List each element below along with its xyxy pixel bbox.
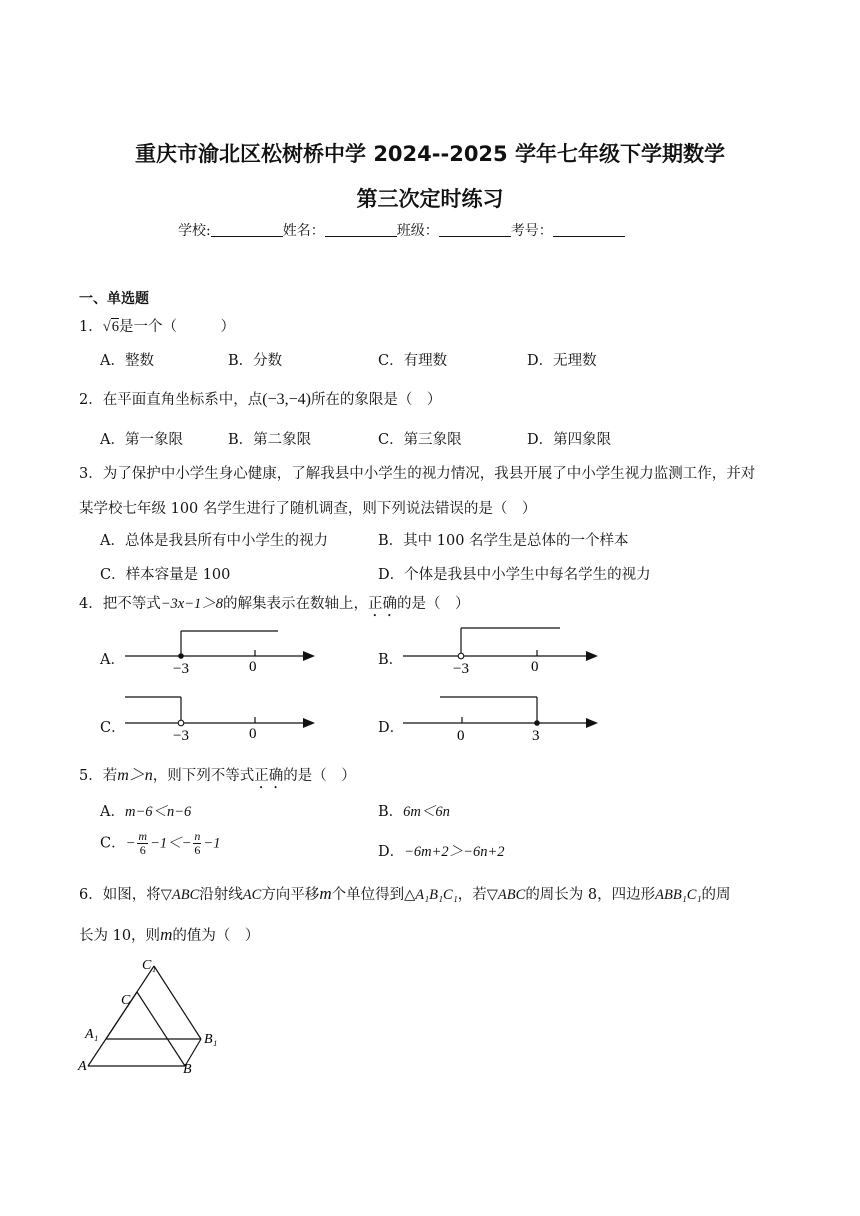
label-c: C xyxy=(121,993,131,1008)
q3-option-d[interactable]: D．个体是我县中小学生中每名学生的视力 xyxy=(378,567,651,583)
q1-option-c[interactable]: C．有理数 xyxy=(378,353,448,369)
q2-text-a: 2．在平面直角坐标系中，点 xyxy=(79,392,263,408)
q2-option-a[interactable]: A．第一象限 xyxy=(100,432,183,448)
q6-m: m xyxy=(160,925,173,944)
tick-label: 0 xyxy=(249,726,257,742)
q6-text: 沿射线 xyxy=(199,887,243,903)
q4-option-b-label[interactable]: B． xyxy=(378,652,404,668)
q5-option-c[interactable]: C．− $\frac{m}{6}$ −1＜− $\frac{n}{6}$ −1 xyxy=(100,829,221,857)
q6-line-1 xyxy=(79,883,730,904)
q2-option-c[interactable]: C．第三象限 xyxy=(378,432,462,448)
tick-label: 0 xyxy=(457,728,465,744)
q4-option-a-label[interactable]: A． xyxy=(100,652,125,668)
q5-condition: m＞n xyxy=(117,767,153,784)
q3-option-c[interactable]: C．样本容量是 100 xyxy=(100,567,231,583)
open-point-icon xyxy=(178,720,184,726)
q2-text-b: 所在的象限是（ ） xyxy=(310,392,442,408)
class-blank[interactable] xyxy=(439,222,511,237)
numerator: m xyxy=(138,829,148,843)
denominator: 6 xyxy=(139,843,146,857)
q4-number-line-c[interactable] xyxy=(120,692,320,744)
q4-emphasis: 正确 xyxy=(368,596,397,612)
q1-text: 是一个（ ） xyxy=(118,319,235,335)
q6-text: 的周长为 8，四边形 xyxy=(525,887,656,903)
page-title: 重庆市渝北区松树桥中学 2024--2025 学年七年级下学期数学 xyxy=(135,142,725,166)
q5-option-b[interactable] xyxy=(378,800,450,821)
q6-triangle-a1b1c1: △A₁B₁C₁ xyxy=(404,887,458,903)
q2-point: (−3,−4) xyxy=(262,391,311,408)
exam-no-blank[interactable] xyxy=(553,222,625,237)
q5-text-b: ，则下列不等式 xyxy=(152,768,255,784)
closed-point-icon xyxy=(178,653,184,659)
q5-option-d-math: −6m+2＞−6n+2 xyxy=(404,844,505,860)
q3-line-2: 某学校七年级 100 名学生进行了随机调查，则下列说法错误的是（ ） xyxy=(79,501,537,517)
q5-option-a[interactable] xyxy=(100,800,191,821)
tick-label: −3 xyxy=(453,661,469,677)
q1-option-a[interactable]: A．整数 xyxy=(100,353,154,369)
q4-option-c-label[interactable]: C． xyxy=(100,720,126,736)
info-line xyxy=(178,220,625,240)
q4-inequality: −3x−1＞8 xyxy=(160,596,223,612)
option-letter: A． xyxy=(100,804,125,820)
denominator: 6 xyxy=(194,843,201,857)
q1-option-d[interactable]: D．无理数 xyxy=(527,353,597,369)
name-label: 姓名： xyxy=(282,223,325,239)
question-1 xyxy=(79,315,235,336)
exam-no-label: 考号： xyxy=(510,223,553,239)
q5-option-a-math: m−6＜n−6 xyxy=(124,804,192,820)
q4-number-line-a[interactable] xyxy=(120,625,320,677)
q1-number: 1． xyxy=(79,319,103,335)
label-b: B xyxy=(183,1062,192,1074)
q6-m: m xyxy=(319,884,332,903)
q6-text: 的周 xyxy=(701,887,731,903)
q6-text: 6．如图，将 xyxy=(79,887,161,903)
tick-label: 3 xyxy=(532,728,540,744)
option-letter: D． xyxy=(378,844,405,860)
tick-label: −3 xyxy=(173,661,189,677)
question-4 xyxy=(79,592,470,620)
closed-point-icon xyxy=(534,720,540,726)
name-blank[interactable] xyxy=(325,222,397,237)
q5-option-c-end: −1 xyxy=(203,835,221,852)
sqrt-symbol: √ xyxy=(102,319,111,335)
option-letter: B． xyxy=(378,804,404,820)
fraction xyxy=(137,830,148,857)
q4-text-b: 的解集表示在数轴上， xyxy=(223,596,368,612)
q5-text-c: 的是（ ） xyxy=(283,768,356,784)
class-label: 班级： xyxy=(396,223,439,239)
q3-line-1: 3．为了保护中小学生身心健康，了解我县中小学生的视力情况，我县开展了中小学生视力监测工作，并对 xyxy=(79,466,756,482)
label-c1: C₁ xyxy=(142,958,157,973)
numerator: n xyxy=(194,829,201,843)
q4-number-line-d[interactable] xyxy=(398,692,603,744)
label-a1: A₁ xyxy=(85,1027,99,1042)
school-label: 学校: xyxy=(178,223,211,239)
label-a: A xyxy=(78,1059,87,1074)
q6-line-2 xyxy=(79,924,259,945)
q5-option-d[interactable] xyxy=(378,840,505,861)
fraction xyxy=(193,830,201,857)
q3-option-a[interactable]: A．总体是我县所有中小学生的视力 xyxy=(100,533,328,549)
page-subtitle: 第三次定时练习 xyxy=(356,187,504,211)
q4-text-a: 4．把不等式 xyxy=(79,596,161,612)
q5-option-c-mid: −1＜− xyxy=(150,835,192,852)
label-b1: B₁ xyxy=(204,1032,218,1047)
tick-label: 0 xyxy=(531,659,539,675)
q6-triangle-figure xyxy=(72,952,232,1074)
q6-text: 长为 10，则 xyxy=(79,928,161,944)
q6-triangle-abc: ▽ABC xyxy=(160,887,200,903)
q4-option-d-label[interactable]: D． xyxy=(378,720,405,736)
q5-text-a: 5．若 xyxy=(79,768,118,784)
school-blank[interactable] xyxy=(211,222,283,237)
q1-radicand: 6 xyxy=(111,319,119,335)
q4-text-c: 的是（ ） xyxy=(397,596,470,612)
q2-option-d[interactable]: D．第四象限 xyxy=(527,432,612,448)
q6-ray: AC xyxy=(242,887,262,903)
section-heading: 一、单选题 xyxy=(79,291,149,307)
q6-triangle-abc: ▽ABC xyxy=(486,887,526,903)
q6-text: 个单位得到 xyxy=(331,887,405,903)
q3-option-b[interactable]: B．其中 100 名学生是总体的一个样本 xyxy=(378,533,629,549)
question-5 xyxy=(79,762,356,792)
option-letter: C． xyxy=(100,835,126,852)
q4-number-line-b[interactable] xyxy=(398,625,603,677)
q1-option-b[interactable]: B．分数 xyxy=(228,353,283,369)
q6-text: 的值为（ ） xyxy=(172,928,260,944)
open-point-icon xyxy=(458,653,464,659)
question-2 xyxy=(79,388,441,409)
tick-label: 0 xyxy=(249,659,257,675)
q6-text: ，若 xyxy=(457,887,487,903)
q5-emphasis: 正确 xyxy=(254,768,284,784)
q5-option-b-math: 6m＜6n xyxy=(403,804,450,820)
q6-quadrilateral: ABB₁C₁ xyxy=(655,887,702,903)
tick-label: −3 xyxy=(173,728,189,744)
q6-text: 方向平移 xyxy=(261,887,320,903)
q2-option-b[interactable]: B．第二象限 xyxy=(228,432,312,448)
